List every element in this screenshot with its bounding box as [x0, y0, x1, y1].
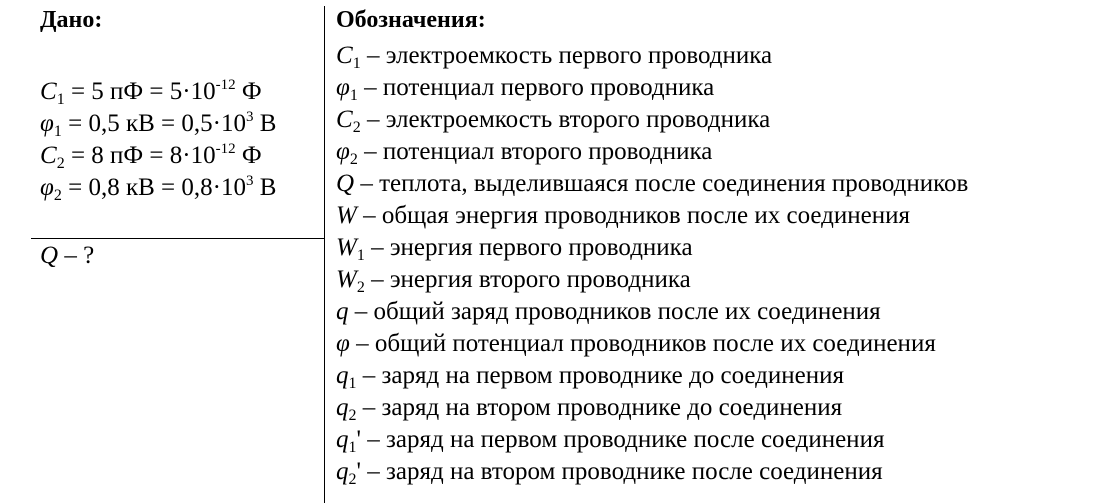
notation-item: $q_1$ – заряд на первом проводнике до соединения	[336, 362, 844, 392]
notation-item: $q_2'$ – заряд на втором проводнике после соединения	[336, 458, 883, 488]
column-divider	[324, 6, 325, 503]
given-item: $\varphi_2 = 0,8$ кВ = $0,8\cdot 10^3$ В	[40, 173, 277, 204]
notation-item: q – общий заряд проводников после их соединения	[336, 298, 881, 325]
given-separator	[31, 238, 324, 239]
notation-item: $q_1'$ – заряд на первом проводнике после соединения	[336, 426, 885, 456]
notation-item: $q_2$ – заряд на втором проводнике до соединения	[336, 394, 843, 424]
given-item: $C_2 = 8$ пФ = $8\cdot 10^{-12}$ Ф	[40, 141, 262, 172]
given-item: $\varphi_1 = 0,5$ кВ = $0,5\cdot 10^3$ В	[40, 109, 277, 140]
notation-item: $\varphi_2$ – потенциал второго проводника	[336, 138, 713, 168]
notation-item: $\varphi_1$ – потенциал первого проводника	[336, 74, 715, 104]
notation-item: $C_1$ – электроемкость первого проводника	[336, 42, 773, 72]
notation-item: $W_1$ – энергия первого проводника	[336, 234, 693, 264]
notation-item: φ – общий потенциал проводников после их соединения	[336, 330, 936, 357]
given-item: $C_1 = 5$ пФ = $5\cdot 10^{-12}$ Ф	[40, 77, 262, 108]
notation-heading: Обозначения:	[336, 7, 486, 33]
notation-item: $W_2$ – энергия второго проводника	[336, 266, 691, 296]
given-heading: Дано:	[40, 7, 103, 33]
notation-item: W – общая энергия проводников после их соединения	[336, 202, 910, 229]
notation-item: $C_2$ – электроемкость второго проводника	[336, 106, 771, 136]
notation-item: Q – теплота, выделившаяся после соединения проводников	[336, 170, 969, 197]
unknown-quantity: Q – ?	[40, 242, 95, 269]
